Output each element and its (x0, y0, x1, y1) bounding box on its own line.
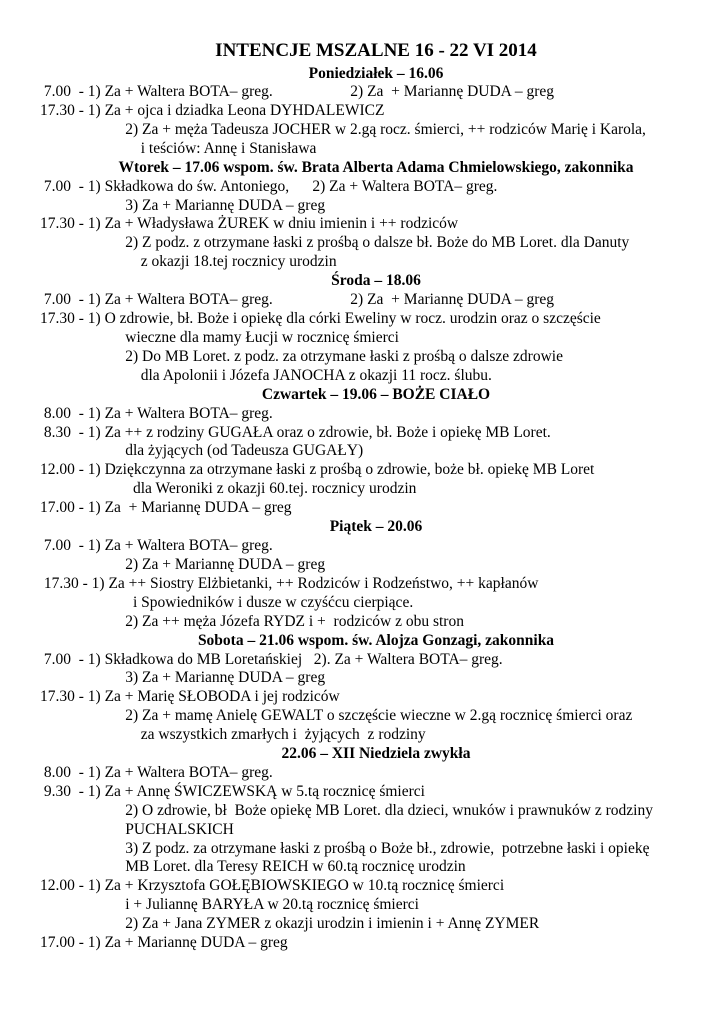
day-heading-friday: Piątek – 20.06 (329, 518, 423, 535)
intention-line: 9.30 - 1) Za + Annę ŚWICZEWSKĄ w 5.tą rocznicę śmierci (40, 783, 425, 800)
intention-line: dla Apolonii i Józefa JANOCHA z okazji 11 rocz. ślubu. (40, 367, 492, 384)
intention-line: dla Weroniki z okazji 60.tej. rocznicy urodzin (40, 480, 417, 497)
day-heading-monday: Poniedziałek – 16.06 (308, 65, 444, 82)
intention-line: 17.30 - 1) Za ++ Siostry Elżbietanki, ++ Rodziców i Rodzeństwo, ++ kapłanów (40, 575, 539, 592)
day-heading-tuesday: Wtorek – 17.06 wspom. św. Brata Alberta Adama Chmielowskiego, zakonnika (118, 159, 634, 176)
intention-line: 7.00 - 1) Składkowa do MB Loretańskiej 2). Za + Waltera BOTA– greg. (40, 651, 503, 668)
intention-line: 2) Za + mamę Anielę GEWALT o szczęście wieczne w 2.gą rocznicę śmierci oraz (40, 707, 633, 724)
intention-line: 8.00 - 1) Za + Waltera BOTA– greg. (40, 405, 273, 422)
day-heading-sunday: 22.06 – XII Niedziela zwykła (281, 745, 471, 762)
intention-line: 2) O zdrowie, bł Boże opiekę MB Loret. dla dzieci, wnuków i prawnuków z rodziny (40, 802, 653, 819)
day-heading-wednesday: Środa – 18.06 (331, 272, 421, 289)
intention-line: 2) Za + Jana ZYMER z okazji urodzin i imienin i + Annę ZYMER (40, 915, 540, 932)
intention-line: 2) Za ++ męża Józefa RYDZ i + rodziców z obu stron (40, 613, 464, 630)
intention-line: 3) Za + Mariannę DUDA – greg (40, 197, 326, 214)
intention-line: 17.30 - 1) O zdrowie, bł. Boże i opiekę dla córki Eweliny w rocz. urodzin oraz o szczęście (40, 310, 601, 327)
intention-line: 2) Z podz. z otrzymane łaski z prośbą o dalsze bł. Boże do MB Loret. dla Danuty (40, 234, 630, 251)
intention-line: 2) Za + Mariannę DUDA – greg (40, 556, 326, 573)
intention-line: 8.30 - 1) Za ++ z rodziny GUGAŁA oraz o zdrowie, bł. Boże i opiekę MB Loret. (40, 424, 551, 441)
intention-line: 12.00 - 1) Dziękczynna za otrzymane łaski z prośbą o zdrowie, boże bł. opiekę MB Loret (40, 461, 595, 478)
intention-line: 3) Z podz. za otrzymane łaski z prośbą o Boże bł., zdrowie, potrzebne łaski i opiekę (40, 840, 650, 857)
intention-line: za wszystkich zmarłych i żyjących z rodziny (40, 726, 426, 743)
intention-line: 2) Za + męża Tadeusza JOCHER w 2.gą rocz. śmierci, ++ rodziców Marię i Karola, (40, 121, 646, 138)
intention-line: i teściów: Annę i Stanisława (40, 140, 317, 157)
intention-line: 17.00 - 1) Za + Mariannę DUDA – greg (40, 934, 288, 951)
intention-line: dla żyjących (od Tadeusza GUGAŁY) (40, 442, 364, 459)
intention-line: 17.30 - 1) Za + Władysława ŻUREK w dniu imienin i ++ rodziców (40, 215, 459, 232)
intention-line: z okazji 18.tej rocznicy urodzin (40, 253, 337, 270)
intention-line: MB Loret. dla Teresy REICH w 60.tą rocznicę urodzin (40, 858, 466, 875)
intention-line: i Spowiedników i dusze w czyśćcu cierpiące. (40, 594, 414, 611)
intention-line: 7.00 - 1) Za + Waltera BOTA– greg. 2) Za + Mariannę DUDA – greg (40, 83, 555, 100)
intention-line: 7.00 - 1) Składkowa do św. Antoniego, 2) Za + Waltera BOTA– greg. (40, 178, 498, 195)
intention-line: 17.30 - 1) Za + Marię SŁOBODA i jej rodziców (40, 688, 340, 705)
intention-line: 7.00 - 1) Za + Waltera BOTA– greg. 2) Za + Mariannę DUDA – greg (40, 291, 555, 308)
intention-line: PUCHALSKICH (40, 821, 234, 838)
intention-line: 3) Za + Mariannę DUDA – greg (40, 669, 326, 686)
intention-line: 8.00 - 1) Za + Waltera BOTA– greg. (40, 764, 273, 781)
intention-line: 17.00 - 1) Za + Mariannę DUDA – greg (40, 499, 292, 516)
day-heading-saturday: Sobota – 21.06 wspom. św. Alojza Gonzagi, zakonnika (197, 632, 555, 649)
intention-line: 7.00 - 1) Za + Waltera BOTA– greg. (40, 537, 273, 554)
intention-line: 17.30 - 1) Za + ojca i dziadka Leona DYHDALEWICZ (40, 102, 385, 119)
day-heading-thursday: Czwartek – 19.06 – BOŻE CIAŁO (261, 386, 491, 403)
intention-line: 2) Do MB Loret. z podz. za otrzymane łaski z prośbą o dalsze zdrowie (40, 348, 563, 365)
intention-line: 12.00 - 1) Za + Krzysztofa GOŁĘBIOWSKIEGO w 10.tą rocznicę śmierci (40, 877, 505, 894)
page-title: INTENCJE MSZALNE 16 - 22 VI 2014 (215, 40, 537, 61)
intention-line: i + Juliannę BARYŁA w 20.tą rocznicę śmierci (40, 896, 419, 913)
intention-line: wieczne dla mamy Łucji w rocznicę śmierci (40, 329, 399, 346)
